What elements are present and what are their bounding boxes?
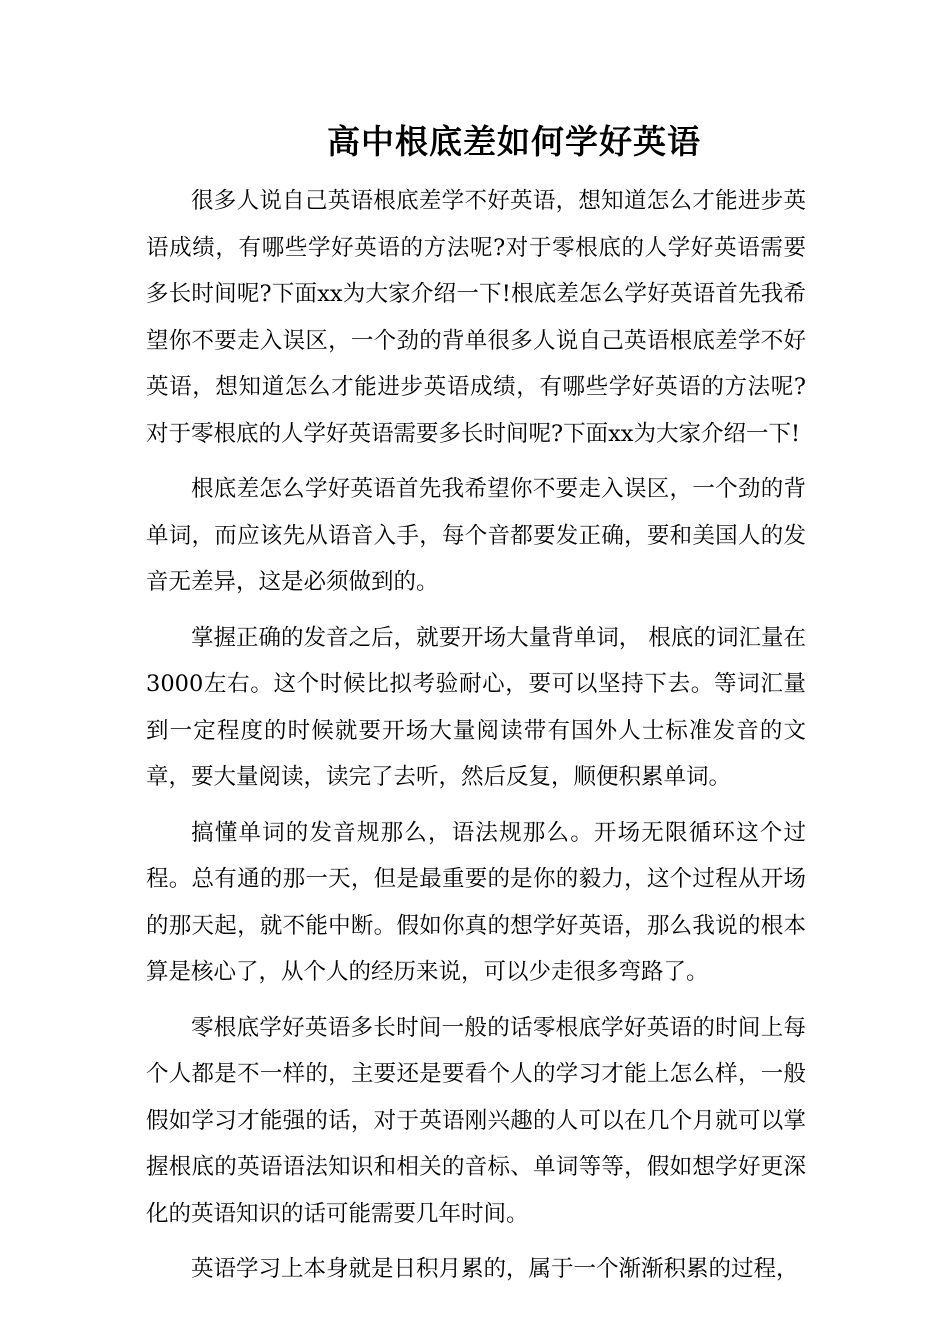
- paragraph-6: 英语学习上本身就是日积月累的，属于一个渐渐积累的过程，: [191, 1256, 799, 1282]
- document-title: 高中根底差如何学好英语: [327, 122, 701, 161]
- paragraph-3: 掌握正确的发音之后，就要开场大量背单词， 根底的词汇量在3000左右。这个时候比拟考验耐心，要可以坚持下去。等词汇量到一定程度的时候就要开场大量阅读带有国外人士标准发音的文章，要大量阅读，读完了去听，然后反复，顺便积累单词。: [146, 624, 806, 790]
- paragraph-2: 根底差怎么学好英语首先我希望你不要走入误区，一个劲的背单词，而应该先从语音入手，每个音都要发正确，要和美国人的发音无差异，这是必须做到的。: [146, 476, 806, 595]
- paragraph-1: 很多人说自己英语根底差学不好英语，想知道怎么才能进步英语成绩，有哪些学好英语的方法呢?对于零根底的人学好英语需要多长时间呢?下面xx为大家介绍一下!根底差怎么学好英语首先我希望你不要走入误区，一个劲的背单很多人说自己英语根底差学不好英语，想知道怎么才能进步英语成绩，有哪些学好英语的方法呢?对于零根底的人学好英语需要多长时间呢?下面xx为大家介绍一下!: [146, 188, 806, 447]
- paragraph-5: 零根底学好英语多长时间一般的话零根底学好英语的时间上每个人都是不一样的，主要还是要看个人的学习才能上怎么样，一般假如学习才能强的话，对于英语刚兴趣的人可以在几个月就可以掌握根底的英语语法知识和相关的音标、单词等等，假如想学好更深化的英语知识的话可能需要几年时间。: [146, 1014, 806, 1227]
- paragraph-4: 搞懂单词的发音规那么，语法规那么。开场无限循环这个过程。总有通的那一天，但是最重要的是你的毅力，这个过程从开场的那天起，就不能中断。假如你真的想学好英语，那么我说的根本算是核心了，从个人的经历来说，可以少走很多弯路了。: [146, 819, 806, 985]
